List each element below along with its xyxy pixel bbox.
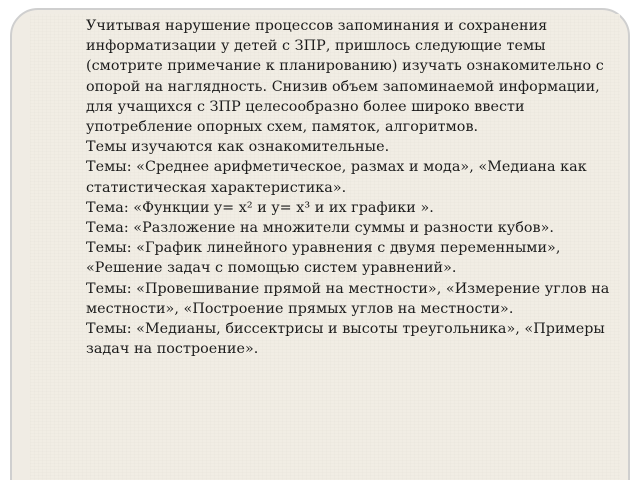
topic-cubes-factorization: Тема: «Разложение на множители суммы и разности кубов». [86, 220, 555, 237]
slide-body-text [86, 16, 616, 359]
topic-linear-equations: Темы: «График линейного уравнения с двумя переменными», «Решение задач с помощью систем уравнений». [86, 240, 561, 277]
topic-statistics: Темы: «Среднее арифметическое, размах и мода», «Медиана как статистическая характеристика». [86, 159, 587, 196]
intro-paragraph: Учитывая нарушение процессов запоминания и сохранения информатизации у детей с ЗПР, пришлось следующие темы (смотрите примечание к планированию) изучать ознакомительно с опорой на наглядность. Снизив объем запоминаемой информации, для учащихся с ЗПР целесообразно более широко ввести употребление опорных схем, памяток, алгоритмов. [86, 18, 604, 136]
topic-field-measurements: Темы: «Провешивание прямой на местности», «Измерение углов на местности», «Построение прямых углов на местности». [86, 280, 610, 317]
topic-functions: Тема: «Функции y= x² и y= x³ и их графики ». [86, 199, 434, 216]
note-paragraph: Темы изучаются как ознакомительные. [86, 139, 390, 156]
topic-triangle-elements: Темы: «Медианы, биссектрисы и высоты треугольника», «Примеры задач на построение». [86, 321, 605, 358]
